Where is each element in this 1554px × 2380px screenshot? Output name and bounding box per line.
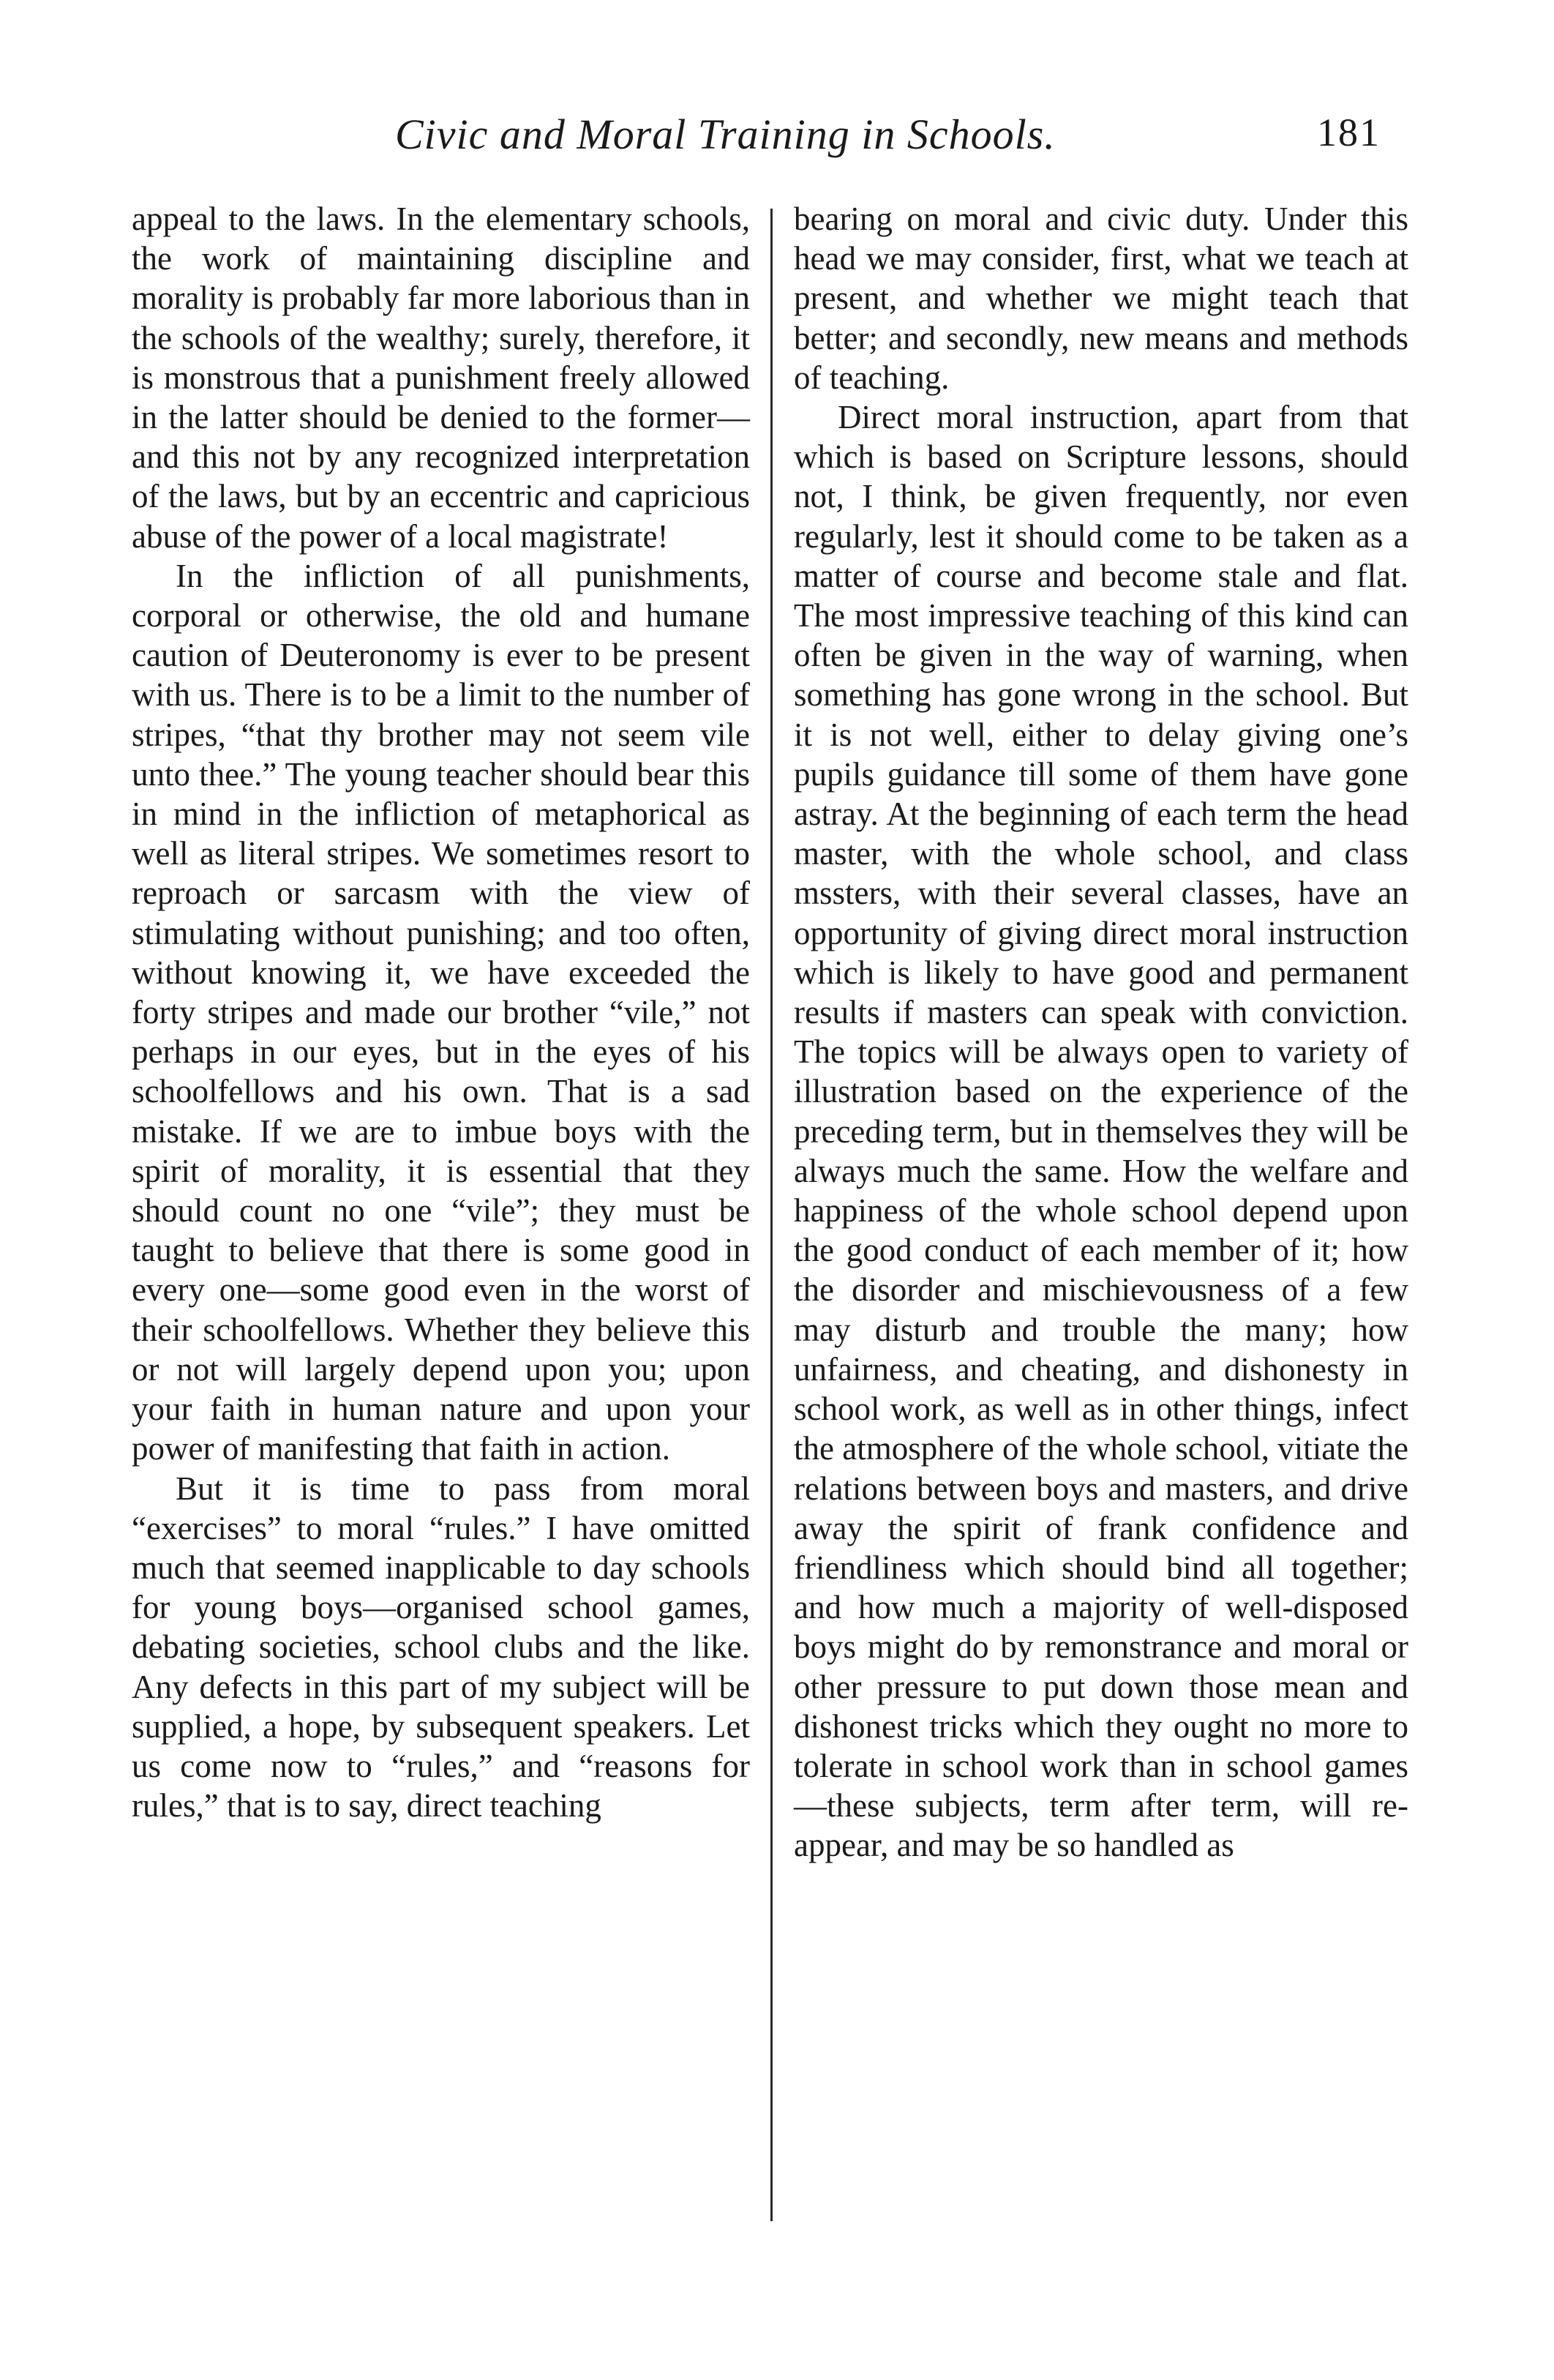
paragraph: But it is time to pass from moral “exercises” to moral “rules.” I have omitted much that seemed inapplicable to day schools for young boys—organised school games, debating societies, school clubs and the like. Any defects in this part of my subject will be supplied, a hope, by subsequent speakers. Let us come now to “rules,” and “reasons for rules,” that is to say, direct teaching bbox=[132, 1470, 750, 1825]
page-number: 181 bbox=[1317, 111, 1381, 154]
right-column bbox=[794, 199, 1408, 1866]
paragraph: In the infliction of all punishments, corporal or otherwise, the old and humane caution of Deuteronomy is ever to be present with us. There is to be a limit to the number of stripes, “that thy brother may not seem vile unto thee.” The young teacher should bear this in mind in the infliction of metaphorical as well as literal stripes. We sometimes resort to reproach or sarcasm with the view of stimulating without punishing; and too often, without knowing it, we have exceeded the forty stripes and made our brother “vile,” not perhaps in our eyes, but in the eyes of his schoolfellows and his own. That is a sad mistake. If we are to imbue boys with the spirit of morality, it is essential that they should count no one “vile”; they must be taught to believe that there is some good in every one—some good even in the worst of their schoolfellows. Whether they believe this or not will largely depend upon you; upon your faith in human nature and upon your power of manifesting that faith in action. bbox=[132, 557, 750, 1467]
paragraph: Direct moral instruction, apart from that which is based on Scripture lessons, should not, I think, be given frequently, nor even regularly, lest it should come to be taken as a matter of course and become stale and flat. The most impressive teaching of this kind can often be given in the way of warning, when something has gone wrong in the school. But it is not well, either to delay giving one’s pupils guidance till some of them have gone astray. At the beginning of each term the head master, with the whole school, and class mssters, with their several classes, have an opportunity of giving direct moral instruction which is likely to have good and permanent results if masters can speak with conviction. The topics will be always open to variety of illustration based on the experience of the preceding term, but in themselves they will be always much the same. How the welfare and happiness of the whole school depend upon the good conduct of each member of it; how the disorder and mischievousness of a few may disturb and trouble the many; how unfairness, and cheating, and dishonesty in school work, as well as in other things, infect the atmosphere of the whole school, vitiate the relations between boys and masters, and drive away the spirit of frank confidence and friendliness which should bind all together; and how much a majority of well-disposed boys might do by remonstrance and moral or other pressure to put down those mean and dishonest tricks which they ought no more to tolerate in school work than in school games—these subjects, term after term, will re-appear, and may be so handled as bbox=[794, 399, 1408, 1864]
running-title: Civic and Moral Training in Schools. bbox=[395, 111, 1056, 158]
paragraph: appeal to the laws. In the elementary schools, the work of maintaining discipline and morality is probably far more laborious than in the schools of the wealthy; surely, therefore, it is monstrous that a punishment freely allowed in the latter should be denied to the former—and this not by any recognized interpretation of the laws, but by an eccentric and capricious abuse of the power of a local magistrate! bbox=[132, 201, 750, 555]
paragraph: bearing on moral and civic duty. Under this head we may consider, first, what we teach at present, and whether we might teach that better; and secondly, new means and methods of teaching. bbox=[794, 201, 1408, 396]
column-divider bbox=[770, 209, 773, 2221]
running-head bbox=[0, 110, 1554, 168]
left-column bbox=[132, 199, 750, 1825]
